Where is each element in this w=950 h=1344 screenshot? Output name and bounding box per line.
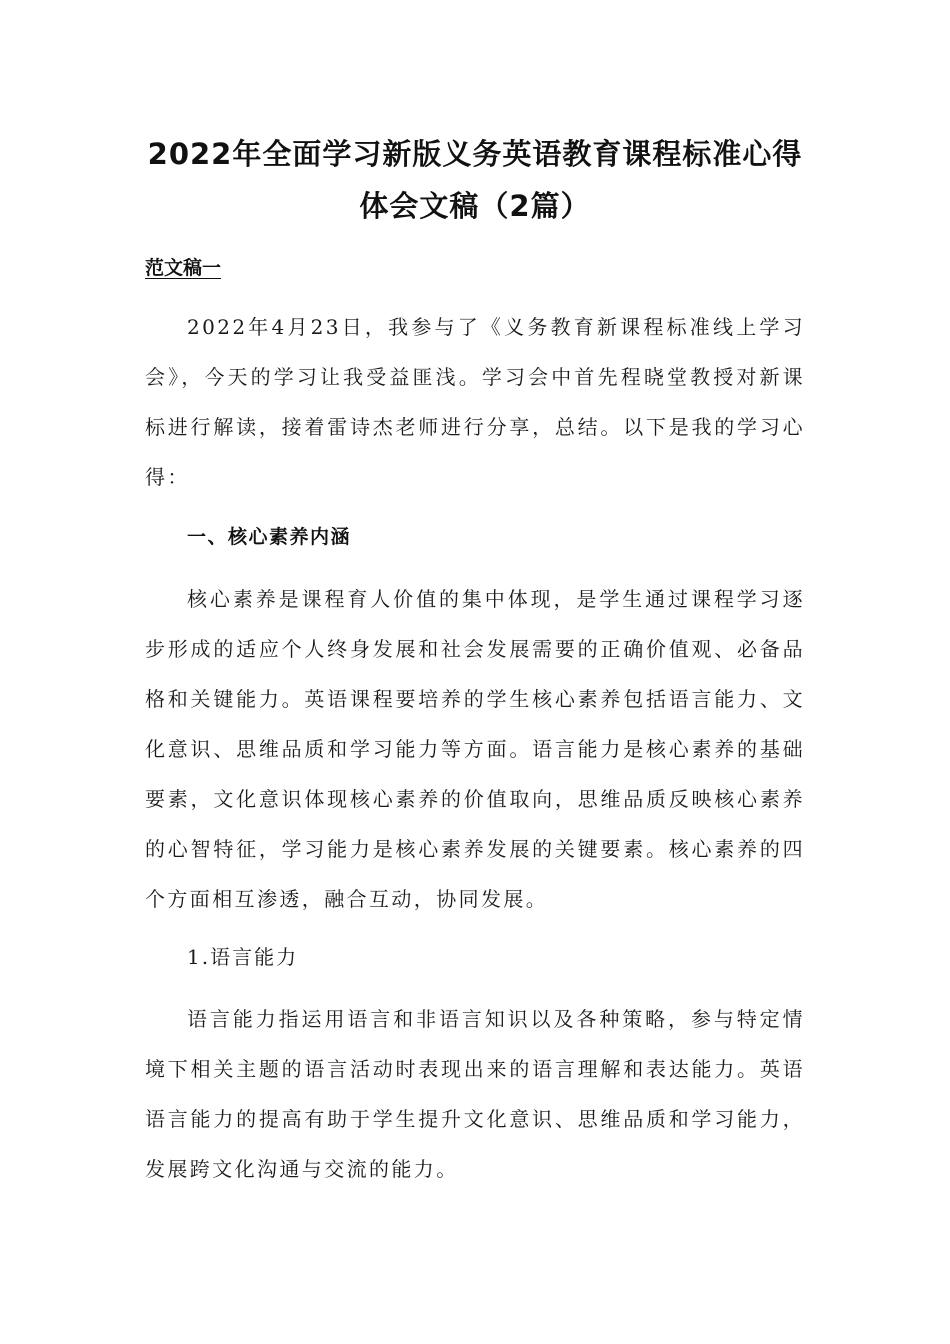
document-body — [145, 128, 805, 1194]
heading-core-literacy: 一、核心素养内涵 — [187, 526, 352, 548]
core-literacy-paragraph: 核心素养是课程育人价值的集中体现，是学生通过课程学习逐步形成的适应个人终身发展和社会发展需要的正确价值观、必备品格和关键能力。英语课程要培养的学生核心素养包括语言能力、文化意识、思维品质和学习能力等方面。语言能力是核心素养的基础要素，文化意识体现核心素养的价值取向，思维品质反映核心素养的心智特征，学习能力是核心素养发展的关键要素。核心素养的四个方面相互渗透，融合互动，协同发展。 — [145, 587, 805, 911]
language-ability-paragraph: 语言能力指运用语言和非语言知识以及各种策略，参与特定情境下相关主题的语言活动时表现出来的语言理解和表达能力。英语语言能力的提高有助于学生提升文化意识、思维品质和学习能力，发展跨文化沟通与交流的能力。 — [145, 1007, 805, 1181]
intro-paragraph: 2022年4月23日，我参与了《义务教育新课程标准线上学习会》，今天的学习让我受益匪浅。学习会中首先程晓堂教授对新课标进行解读，接着雷诗杰老师进行分享，总结。以下是我的学习心得： — [145, 315, 805, 489]
subheading-language-ability: 1.语言能力 — [187, 945, 299, 969]
document-title: 2022年全面学习新版义务英语教育课程标准心得体会文稿（2篇） — [147, 137, 803, 223]
section-label: 范文稿一 — [145, 257, 222, 279]
